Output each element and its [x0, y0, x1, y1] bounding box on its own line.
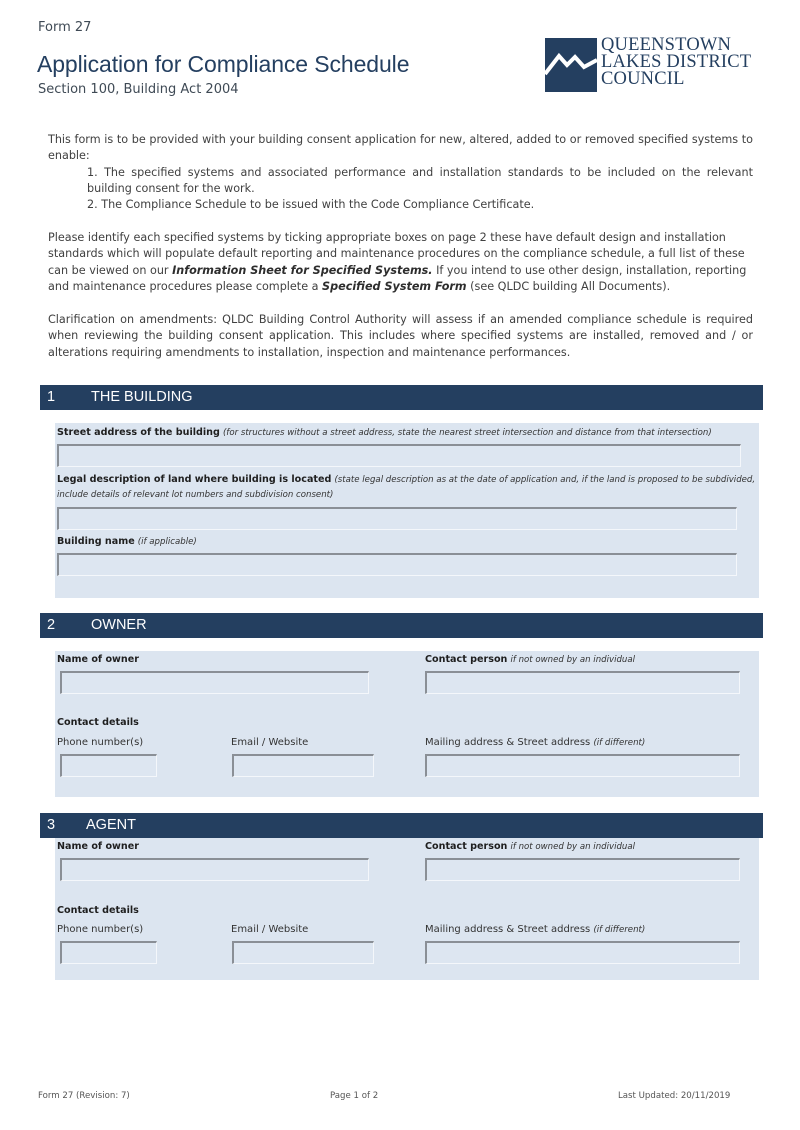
logo-line-1: QUEENSTOWN	[601, 35, 732, 55]
legal-description-input[interactable]	[57, 507, 737, 530]
owner-contact-person-label: Contact person if not owned by an individual	[425, 654, 636, 665]
agent-phone-input[interactable]	[60, 941, 157, 964]
building-panel	[55, 423, 759, 598]
owner-email-input[interactable]	[232, 754, 374, 777]
building-name-label: Building name (if applicable)	[57, 536, 197, 547]
agent-contact-details-label: Contact details	[57, 905, 139, 916]
mountain-logo-icon	[545, 38, 597, 92]
specified-system-form-link[interactable]: Specified System Form	[322, 279, 467, 293]
intro-paragraph: This form is to be provided with your building consent application for new, altered, added to or removed specified systems to enable:	[48, 133, 753, 163]
street-address-label: Street address of the building (for structures without a street address, state the nearest street intersection and distance from that intersection)	[57, 427, 712, 438]
section-header-building	[40, 385, 763, 410]
footer-revision: Form 27 (Revision: 7)	[38, 1091, 130, 1101]
agent-email-input[interactable]	[232, 941, 374, 964]
intro-list-item: 2. The Compliance Schedule to be issued with the Code Compliance Certificate.	[87, 198, 535, 212]
section-header-owner	[40, 613, 763, 638]
owner-address-label: Mailing address & Street address (if different)	[425, 737, 646, 748]
logo-wordmark	[601, 37, 751, 88]
owner-contact-details-label: Contact details	[57, 717, 139, 728]
form-number: Form 27	[38, 20, 92, 35]
logo-line-2: LAKES DISTRICT	[601, 52, 752, 72]
owner-address-input[interactable]	[425, 754, 740, 777]
page-title: Application for Compliance Schedule	[37, 51, 410, 77]
instructions-text: If you intend to use other design, installation, reporting and maintenance procedures please complete a	[48, 263, 747, 293]
owner-contact-person-input[interactable]	[425, 671, 740, 694]
amendments-text: Clarification on amendments: QLDC Building Control Authority will assess if an amended compliance schedule is required when reviewing the building consent application. This includes where specified systems are installed, removed and / or alterations requiring amendments to installation, inspection and maintenance performances.	[48, 313, 753, 359]
owner-phone-label: Phone number(s)	[57, 737, 144, 748]
council-logo	[545, 35, 760, 94]
agent-phone-label: Phone number(s)	[57, 924, 144, 935]
intro-list-item: 1. The specified systems and associated performance and installation standards to be included on the relevant building consent for the work.	[87, 165, 753, 195]
street-address-input[interactable]	[57, 444, 741, 467]
section-title: AGENT	[86, 817, 136, 833]
intro-block	[48, 132, 753, 213]
section-number: 3	[47, 817, 56, 833]
agent-panel	[55, 838, 759, 980]
legal-description-hint: include details of relevant lot numbers and subdivision consent)	[57, 490, 334, 500]
owner-email-label: Email / Website	[231, 737, 309, 748]
page-subtitle: Section 100, Building Act 2004	[38, 82, 239, 97]
section-title: OWNER	[91, 617, 147, 633]
agent-contact-person-input[interactable]	[425, 858, 740, 881]
footer-page-number: Page 1 of 2	[330, 1091, 379, 1101]
amendments-paragraph	[48, 312, 753, 361]
section-number: 1	[47, 389, 56, 405]
instructions-paragraph	[48, 230, 753, 295]
owner-name-label: Name of owner	[57, 654, 139, 665]
owner-name-input[interactable]	[60, 671, 369, 694]
section-header-agent	[40, 813, 763, 838]
agent-contact-person-label: Contact person if not owned by an individual	[425, 841, 636, 852]
section-title: THE BUILDING	[91, 389, 193, 405]
agent-address-input[interactable]	[425, 941, 740, 964]
agent-address-label: Mailing address & Street address (if different)	[425, 924, 646, 935]
agent-name-input[interactable]	[60, 858, 369, 881]
footer-last-updated: Last Updated: 20/11/2019	[618, 1091, 731, 1101]
section-number: 2	[47, 617, 56, 633]
info-sheet-link[interactable]: Information Sheet for Specified Systems.	[172, 263, 433, 277]
instructions-text: Please identify each specified systems by ticking appropriate boxes on page 2 these have default design and installation standards which will populate default reporting and maintenance procedures on the compliance schedule, a full list of these can be viewed on our	[48, 231, 745, 277]
legal-description-label: Legal description of land where building is located (state legal description as at the date of application and, if the land is proposed to be subdivided,	[57, 474, 756, 485]
owner-phone-input[interactable]	[60, 754, 157, 777]
agent-name-label: Name of owner	[57, 841, 139, 852]
agent-email-label: Email / Website	[231, 924, 309, 935]
building-name-input[interactable]	[57, 553, 737, 576]
logo-line-3: COUNCIL	[601, 69, 685, 89]
instructions-text: (see QLDC building All Documents).	[466, 279, 671, 293]
owner-panel	[55, 651, 759, 797]
